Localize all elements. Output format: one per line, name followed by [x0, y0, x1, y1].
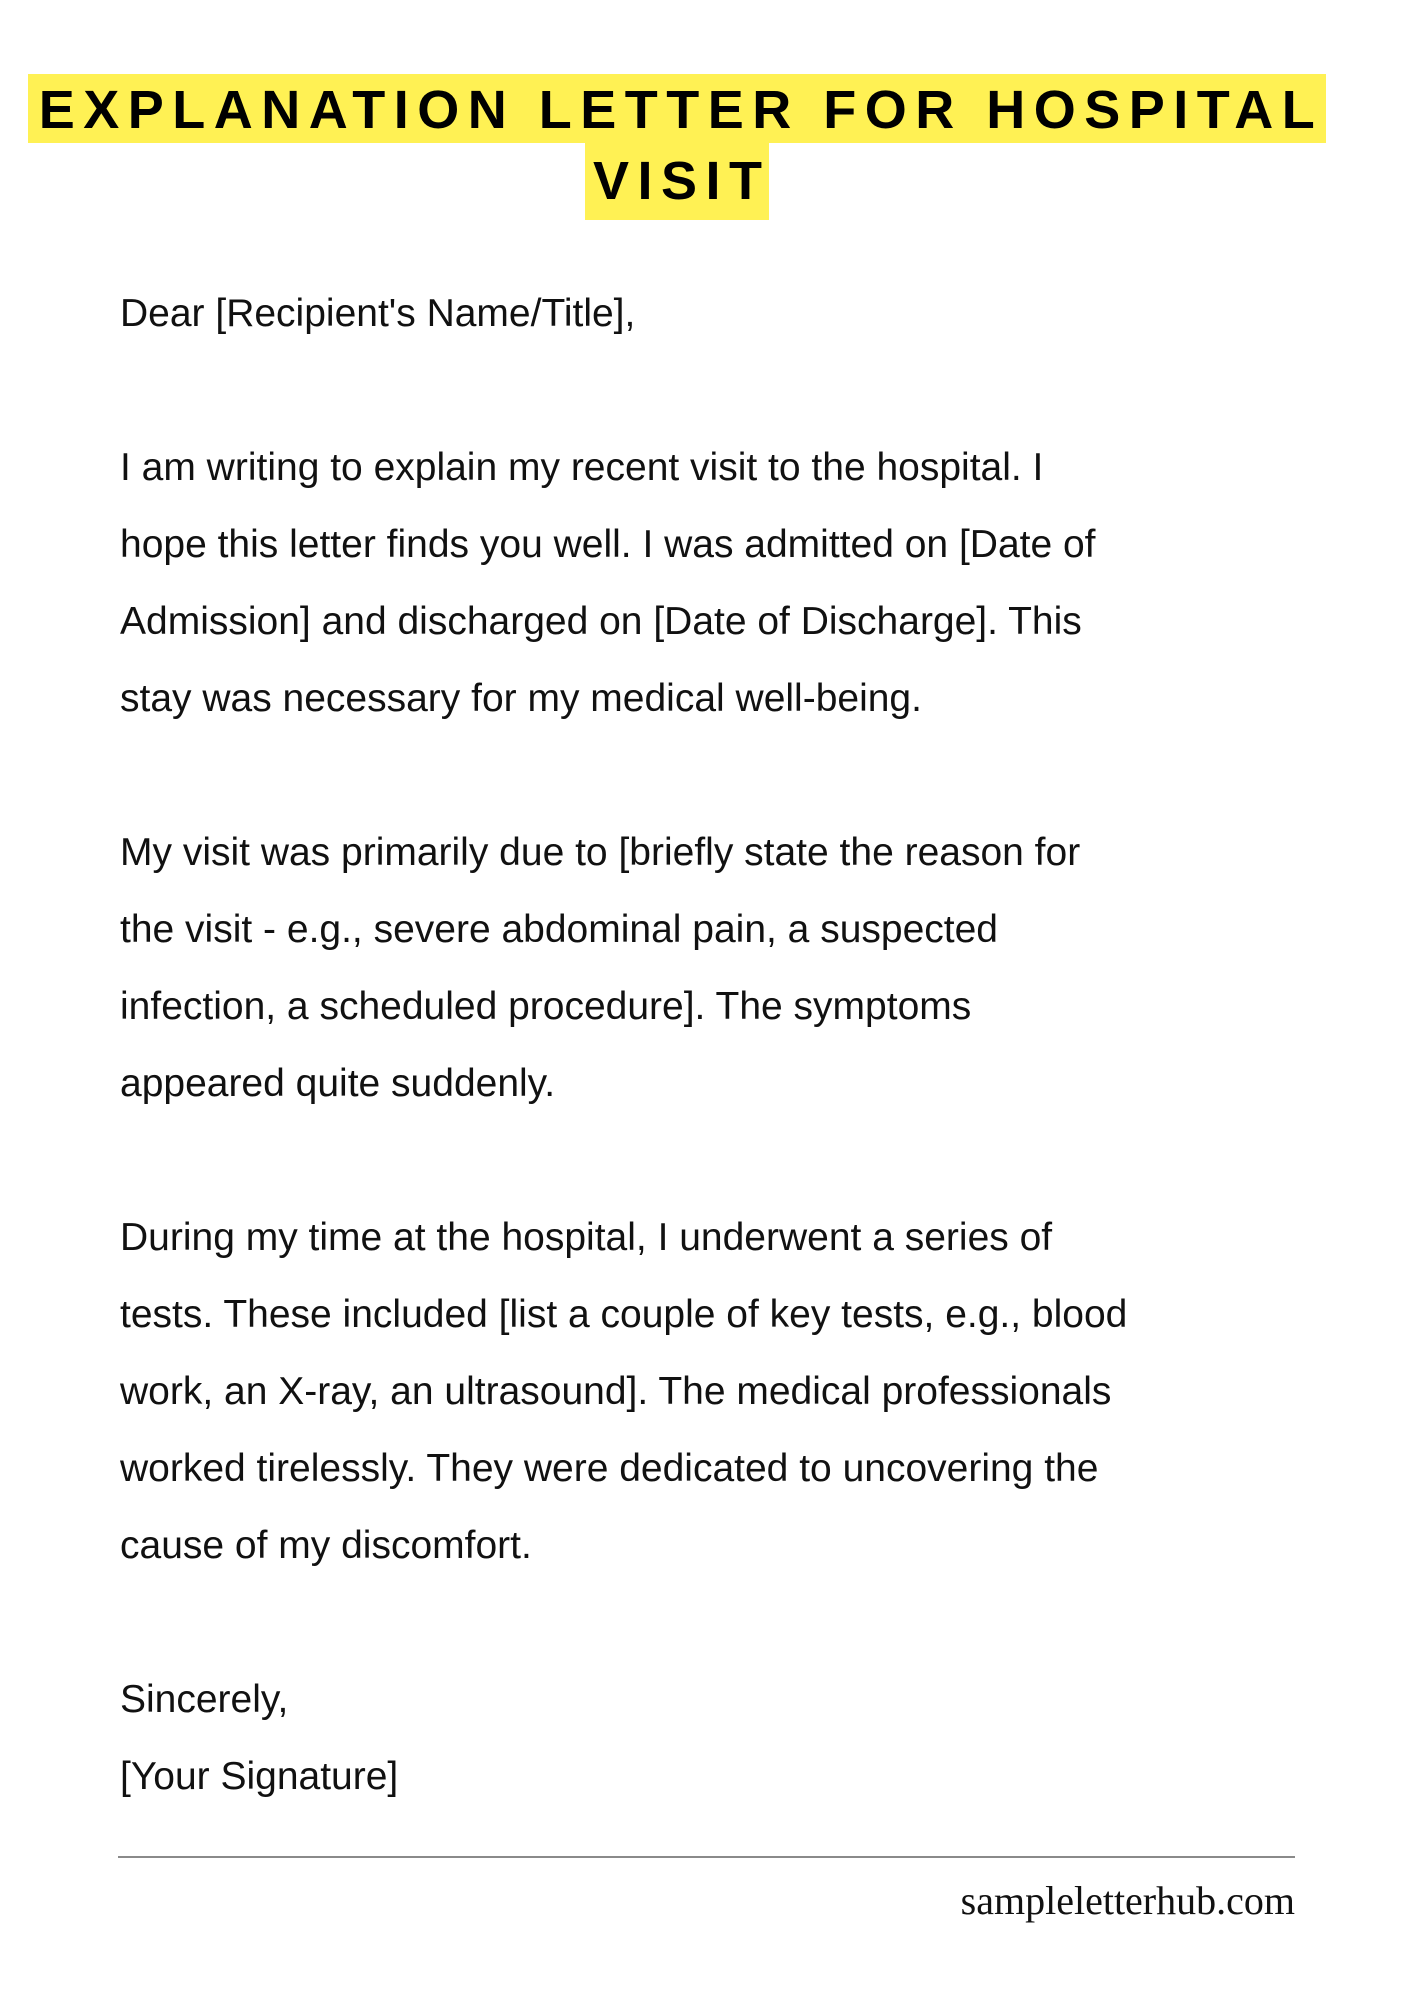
blank-line	[120, 737, 1380, 814]
signature-placeholder: [Your Signature]	[120, 1755, 399, 1798]
paragraph-line: hope this letter finds you well. I was admitted on [Date of	[120, 523, 1096, 566]
paragraph-tests	[120, 1199, 1380, 1584]
blank-line	[120, 1584, 1380, 1661]
paragraph-line: worked tirelessly. They were dedicated to uncovering the	[120, 1447, 1099, 1490]
blank-line	[120, 352, 1380, 429]
paragraph-line: work, an X-ray, an ultrasound]. The medical professionals	[120, 1370, 1112, 1413]
paragraph-line: tests. These included [list a couple of key tests, e.g., blood	[120, 1293, 1128, 1336]
salutation: Dear [Recipient's Name/Title],	[120, 292, 636, 335]
paragraph-line: During my time at the hospital, I underwent a series of	[120, 1216, 1053, 1259]
paragraph-line: Admission] and discharged on [Date of Discharge]. This	[120, 600, 1082, 643]
paragraph-line: stay was necessary for my medical well-being.	[120, 677, 922, 720]
document-title-line-1: EXPLANATION LETTER FOR HOSPITAL	[28, 74, 1326, 143]
document-title-line-2: VISIT	[585, 143, 769, 220]
footer-divider	[118, 1856, 1295, 1858]
paragraph-line: the visit - e.g., severe abdominal pain, a suspected	[120, 908, 998, 951]
paragraph-visit-reason	[120, 814, 1380, 1122]
blank-line	[120, 1122, 1380, 1199]
paragraph-line: cause of my discomfort.	[120, 1524, 532, 1567]
paragraph-line: My visit was primarily due to [briefly state the reason for	[120, 831, 1081, 874]
closing: Sincerely,	[120, 1678, 289, 1721]
footer-site-name: sampleletterhub.com	[960, 1878, 1295, 1923]
letter-body	[120, 275, 1380, 1815]
paragraph-line: appeared quite suddenly.	[120, 1062, 556, 1105]
paragraph-line: infection, a scheduled procedure]. The symptoms	[120, 985, 972, 1028]
paragraph-line: I am writing to explain my recent visit to the hospital. I	[120, 446, 1044, 489]
paragraph-visit-dates	[120, 429, 1380, 737]
